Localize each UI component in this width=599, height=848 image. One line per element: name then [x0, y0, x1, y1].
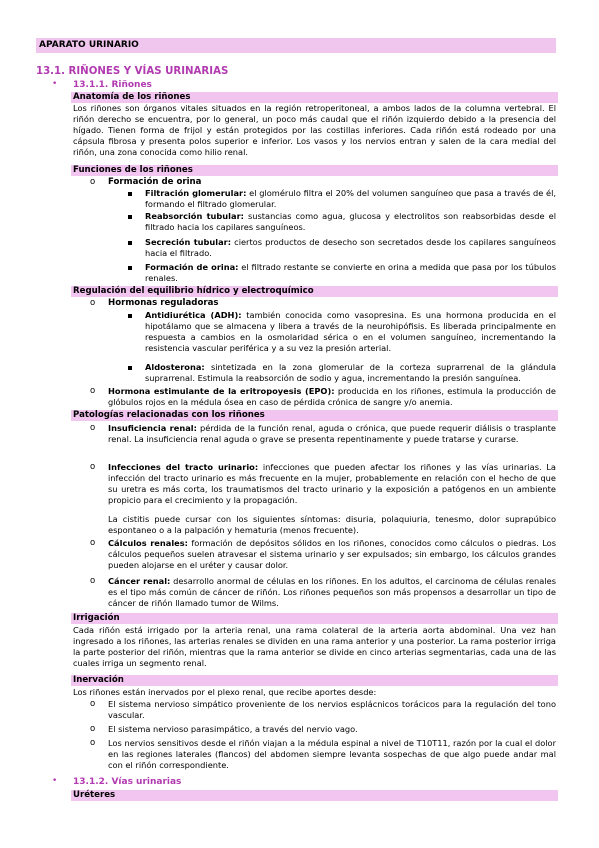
bullet-icon: •	[52, 776, 58, 786]
chapter-title: APARATO URINARIO	[39, 40, 139, 50]
square-bullet-icon	[128, 266, 132, 270]
square-bullet-icon	[128, 192, 132, 196]
circle-bullet-icon: o	[90, 423, 96, 433]
subsection-title: 13.1.1. Riñones	[73, 80, 152, 90]
list-item-reabsorcion: Reabsorción tubular: sustancias como agua, glucosa y electrolitos son reabsorbidas desde el filtrado hacia los capilares sanguíneos.	[145, 211, 556, 232]
list-item-insuficiencia: Insuficiencia renal: pérdida de la función renal, aguda o crónica, que puede requerir diálisis o trasplante renal. La insuficiencia renal aguda o grave se presenta repentinamente y puede tratarse y curarse.	[108, 423, 556, 444]
paragraph-cistitis: La cistitis puede cursar con los siguientes síntomas: disuria, polaquiuria, tenesmo, dolor suprapúbico espontaneo o a la palpación y hematuria (menos frecuente).	[108, 514, 556, 535]
chapter-header	[36, 38, 556, 53]
list-item-calculos: Cálculos renales: formación de depósitos sólidos en los riñones, conocidos como cálculos o piedras. Los cálculos pequeños suelen atravesar el sistema urinario y ser expulsados; sin embargo, los cálculos grandes pueden alojarse en el uréter y causar dolor.	[108, 538, 556, 570]
list-item-secrecion: Secreción tubular: ciertos productos de desecho son secretados desde los capilares sanguíneos hacia el filtrado.	[145, 237, 556, 258]
square-bullet-icon	[128, 366, 132, 370]
subheading-hormonas: Hormonas reguladoras	[108, 298, 219, 308]
circle-bullet-icon: o	[90, 386, 96, 396]
circle-bullet-icon: o	[90, 538, 96, 548]
list-item-cancer: Cáncer renal: desarrollo anormal de células en los riñones. En los adultos, el carcinoma de células renales es el tipo más común de cáncer de riñón. Los riñones pequeños son más propensos a desarrollar un tipo de cáncer de riñón llamado tumor de Wilms.	[108, 576, 557, 608]
circle-bullet-icon: o	[90, 576, 96, 586]
heading-regulacion: Regulación del equilibrio hídrico y electroquímico	[71, 286, 558, 297]
square-bullet-icon	[128, 241, 132, 245]
circle-bullet-icon: o	[90, 699, 96, 709]
list-item-aldosterona: Aldosterona: sintetizada en la zona glomerular de la corteza suprarrenal de la glándula suprarrenal. Estimula la reabsorción de sodio y agua, incrementando la presión sanguínea.	[145, 362, 556, 383]
list-item-adh: Antidiurética (ADH): también conocida como vasopresina. Es una hormona producida en el hipotálamo que se almacena y libera a través de la neurohipófisis. Es liberada principalmente en respuesta a cambios en la osmolaridad sérica o en el volumen sanguíneo, incrementando la resistencia vascular periférica y a su vez la presión arterial.	[145, 310, 556, 353]
list-item-simpatico: El sistema nervioso simpático proveniente de los nervios esplácnicos torácicos para la regulación del tono vascular.	[108, 699, 556, 720]
list-item-epo: Hormona estimulante de la eritropoyesis (EPO): producida en los riñones, estimula la producción de glóbulos rojos en la médula ósea en caso de pérdida crónica de sangre y/o anemia.	[108, 386, 556, 407]
list-item-sensitivos: Los nervios sensitivos desde el riñón viajan a la médula espinal a nivel de T10T11, razón por la cual el dolor en las regiones laterales (flancos) del abdomen siempre levanta sospechas de que algo puede andar mal con el riñón correspondiente.	[108, 738, 556, 770]
paragraph-anatomia: Los riñones son órganos vitales situados en la región retroperitoneal, a ambos lados de la columna vertebral. El riñón derecho se encuentra, por lo general, un poco más caudal que el riñón izquierdo debido a la presencia del hígado. Tienen forma de frijol y están protegidos por las costillas inferiores. Cada riñón está rodeado por una cápsula fibrosa y presenta polos superior e inferior. Los vasos y los nervios entran y salen de la cara medial del riñón, una zona conocida como hilio renal.	[73, 103, 556, 157]
list-item-parasimpatico: El sistema nervioso parasimpático, a través del nervio vago.	[108, 724, 358, 734]
heading-inervacion: Inervación	[71, 675, 558, 686]
circle-bullet-icon: o	[90, 724, 96, 734]
circle-bullet-icon: o	[90, 177, 96, 187]
square-bullet-icon	[128, 314, 132, 318]
heading-anatomia: Anatomía de los riñones	[71, 92, 558, 103]
heading-irrigacion: Irrigación	[71, 613, 558, 624]
list-item-infecciones: Infecciones del tracto urinario: infecciones que pueden afectar los riñones y las vías urinarias. La infección del tracto urinario es más frecuente en la mujer, probablemente en relación con el hecho de que su uretra es más corta, los traumatismos del tracto urinario y la exposición a patógenos en un ambiente propicio para el crecimiento y la propagación.	[108, 462, 556, 505]
paragraph-irrigacion: Cada riñón está irrigado por la arteria renal, una rama colateral de la arteria aorta abdominal. Una vez han ingresado a los riñones, las arterias renales se dividen en una rama anterior y una posterior. La rama posterior irriga la parte posterior del riñón, mientras que la rama anterior se divide en cinco arterias segmentarias, cada una de las cuales irriga un segmento renal.	[73, 625, 556, 668]
circle-bullet-icon: o	[90, 298, 96, 308]
bullet-icon: •	[52, 79, 58, 89]
heading-funciones: Funciones de los riñones	[71, 165, 558, 176]
heading-patologias: Patologías relacionadas con los riñones	[71, 410, 558, 421]
list-item-filtracion: Filtración glomerular: el glomérulo filtra el 20% del volumen sanguíneo que pasa a través de él, formando el filtrado glomerular.	[145, 188, 556, 209]
circle-bullet-icon: o	[90, 462, 96, 472]
paragraph-inervacion: Los riñones están inervados por el plexo renal, que recibe aportes desde:	[73, 687, 377, 697]
section-title: 13.1. RIÑONES Y VÍAS URINARIAS	[36, 66, 229, 77]
subsection-title-vias: 13.1.2. Vías urinarias	[73, 777, 182, 787]
circle-bullet-icon: o	[90, 738, 96, 748]
list-item-formacion: Formación de orina: el filtrado restante se convierte en orina a medida que pasa por los túbulos renales.	[145, 262, 556, 283]
subheading-formacion: Formación de orina	[108, 177, 202, 187]
square-bullet-icon	[128, 215, 132, 219]
heading-ureteres: Uréteres	[71, 790, 558, 801]
